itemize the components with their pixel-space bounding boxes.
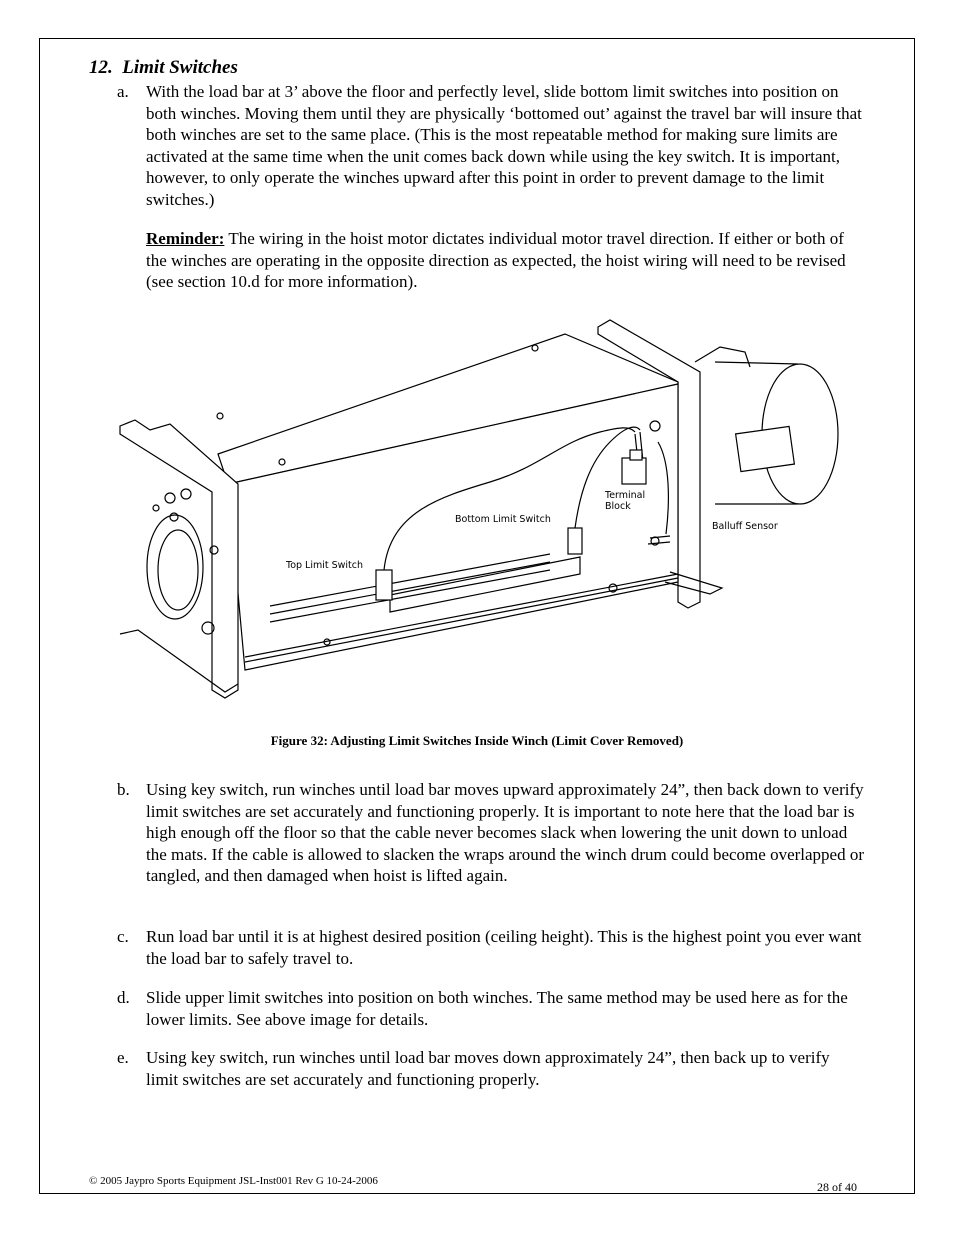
list-item-label: e. <box>117 1048 129 1067</box>
section-heading <box>89 57 238 79</box>
list-item-text: With the load bar at 3’ above the floor and perfectly level, slide bottom limit switches into position on both winches. Moving them until they are physically ‘bottomed out’ against the travel bar will insure that both winches are set to the same place. (This is the most repeatable method for making sure limits are activated at the same time when the unit comes back down while using the key switch. It is important, however, to only operate the winches upward after this point in order to prevent damage to the limit switches.) <box>146 82 862 209</box>
list-item-e <box>117 1047 865 1090</box>
label-terminal-block-1: Terminal <box>605 490 646 501</box>
winch-drawing <box>110 312 840 712</box>
reminder-paragraph <box>146 228 868 293</box>
label-top-limit-switch: Top Limit Switch <box>286 560 364 571</box>
label-balluff-sensor: Balluff Sensor <box>712 521 778 532</box>
list-item-text: Run load bar until it is at highest desired position (ceiling height). This is the highest point you ever want the load bar to safely travel to. <box>146 927 862 968</box>
list-item-a <box>117 81 865 210</box>
winch-figure <box>110 312 840 712</box>
footer-page-number: 28 of 40 <box>817 1180 857 1194</box>
list-item-text: Slide upper limit switches into position on both winches. The same method may be used here as for the lower limits. See above image for details. <box>146 988 848 1029</box>
list-item-c <box>117 926 865 969</box>
list-item-label: b. <box>117 780 130 799</box>
label-terminal-block-2: Block <box>605 501 631 512</box>
footer-copyright: © 2005 Jaypro Sports Equipment JSL-Inst001 Rev G 10-24-2006 <box>89 1175 378 1187</box>
list-item-label: c. <box>117 927 129 946</box>
list-item-b <box>117 779 865 887</box>
section-number: 12. <box>89 57 113 78</box>
reminder-text: The wiring in the hoist motor dictates individual motor travel direction. If either or both of the winches are operating in the opposite direction as expected, the hoist wiring will need to be revised (see section 10.d for more information). <box>146 229 846 291</box>
list-item-d <box>117 987 865 1030</box>
list-item-text: Using key switch, run winches until load bar moves upward approximately 24”, then back down to verify limit switches are set accurately and functioning properly. It is important to note here that the load bar is high enough off the floor so that the cable never becomes slack when lowering the unit down to unload the mats. If the cable is allowed to slacken the wraps around the winch drum could become overlapped or tangled, and then damaged when hoist is lifted again. <box>146 780 865 885</box>
list-item-label: d. <box>117 988 130 1007</box>
list-item-text: Using key switch, run winches until load bar moves down approximately 24”, then back up to verify limit switches are set accurately and functioning properly. <box>146 1048 830 1089</box>
reminder-label: Reminder: <box>146 229 225 248</box>
section-title: Limit Switches <box>122 57 238 78</box>
figure-caption: Figure 32: Adjusting Limit Switches Inside Winch (Limit Cover Removed) <box>270 733 684 748</box>
list-item-label: a. <box>117 82 129 101</box>
label-bottom-limit-switch: Bottom Limit Switch <box>455 514 551 525</box>
